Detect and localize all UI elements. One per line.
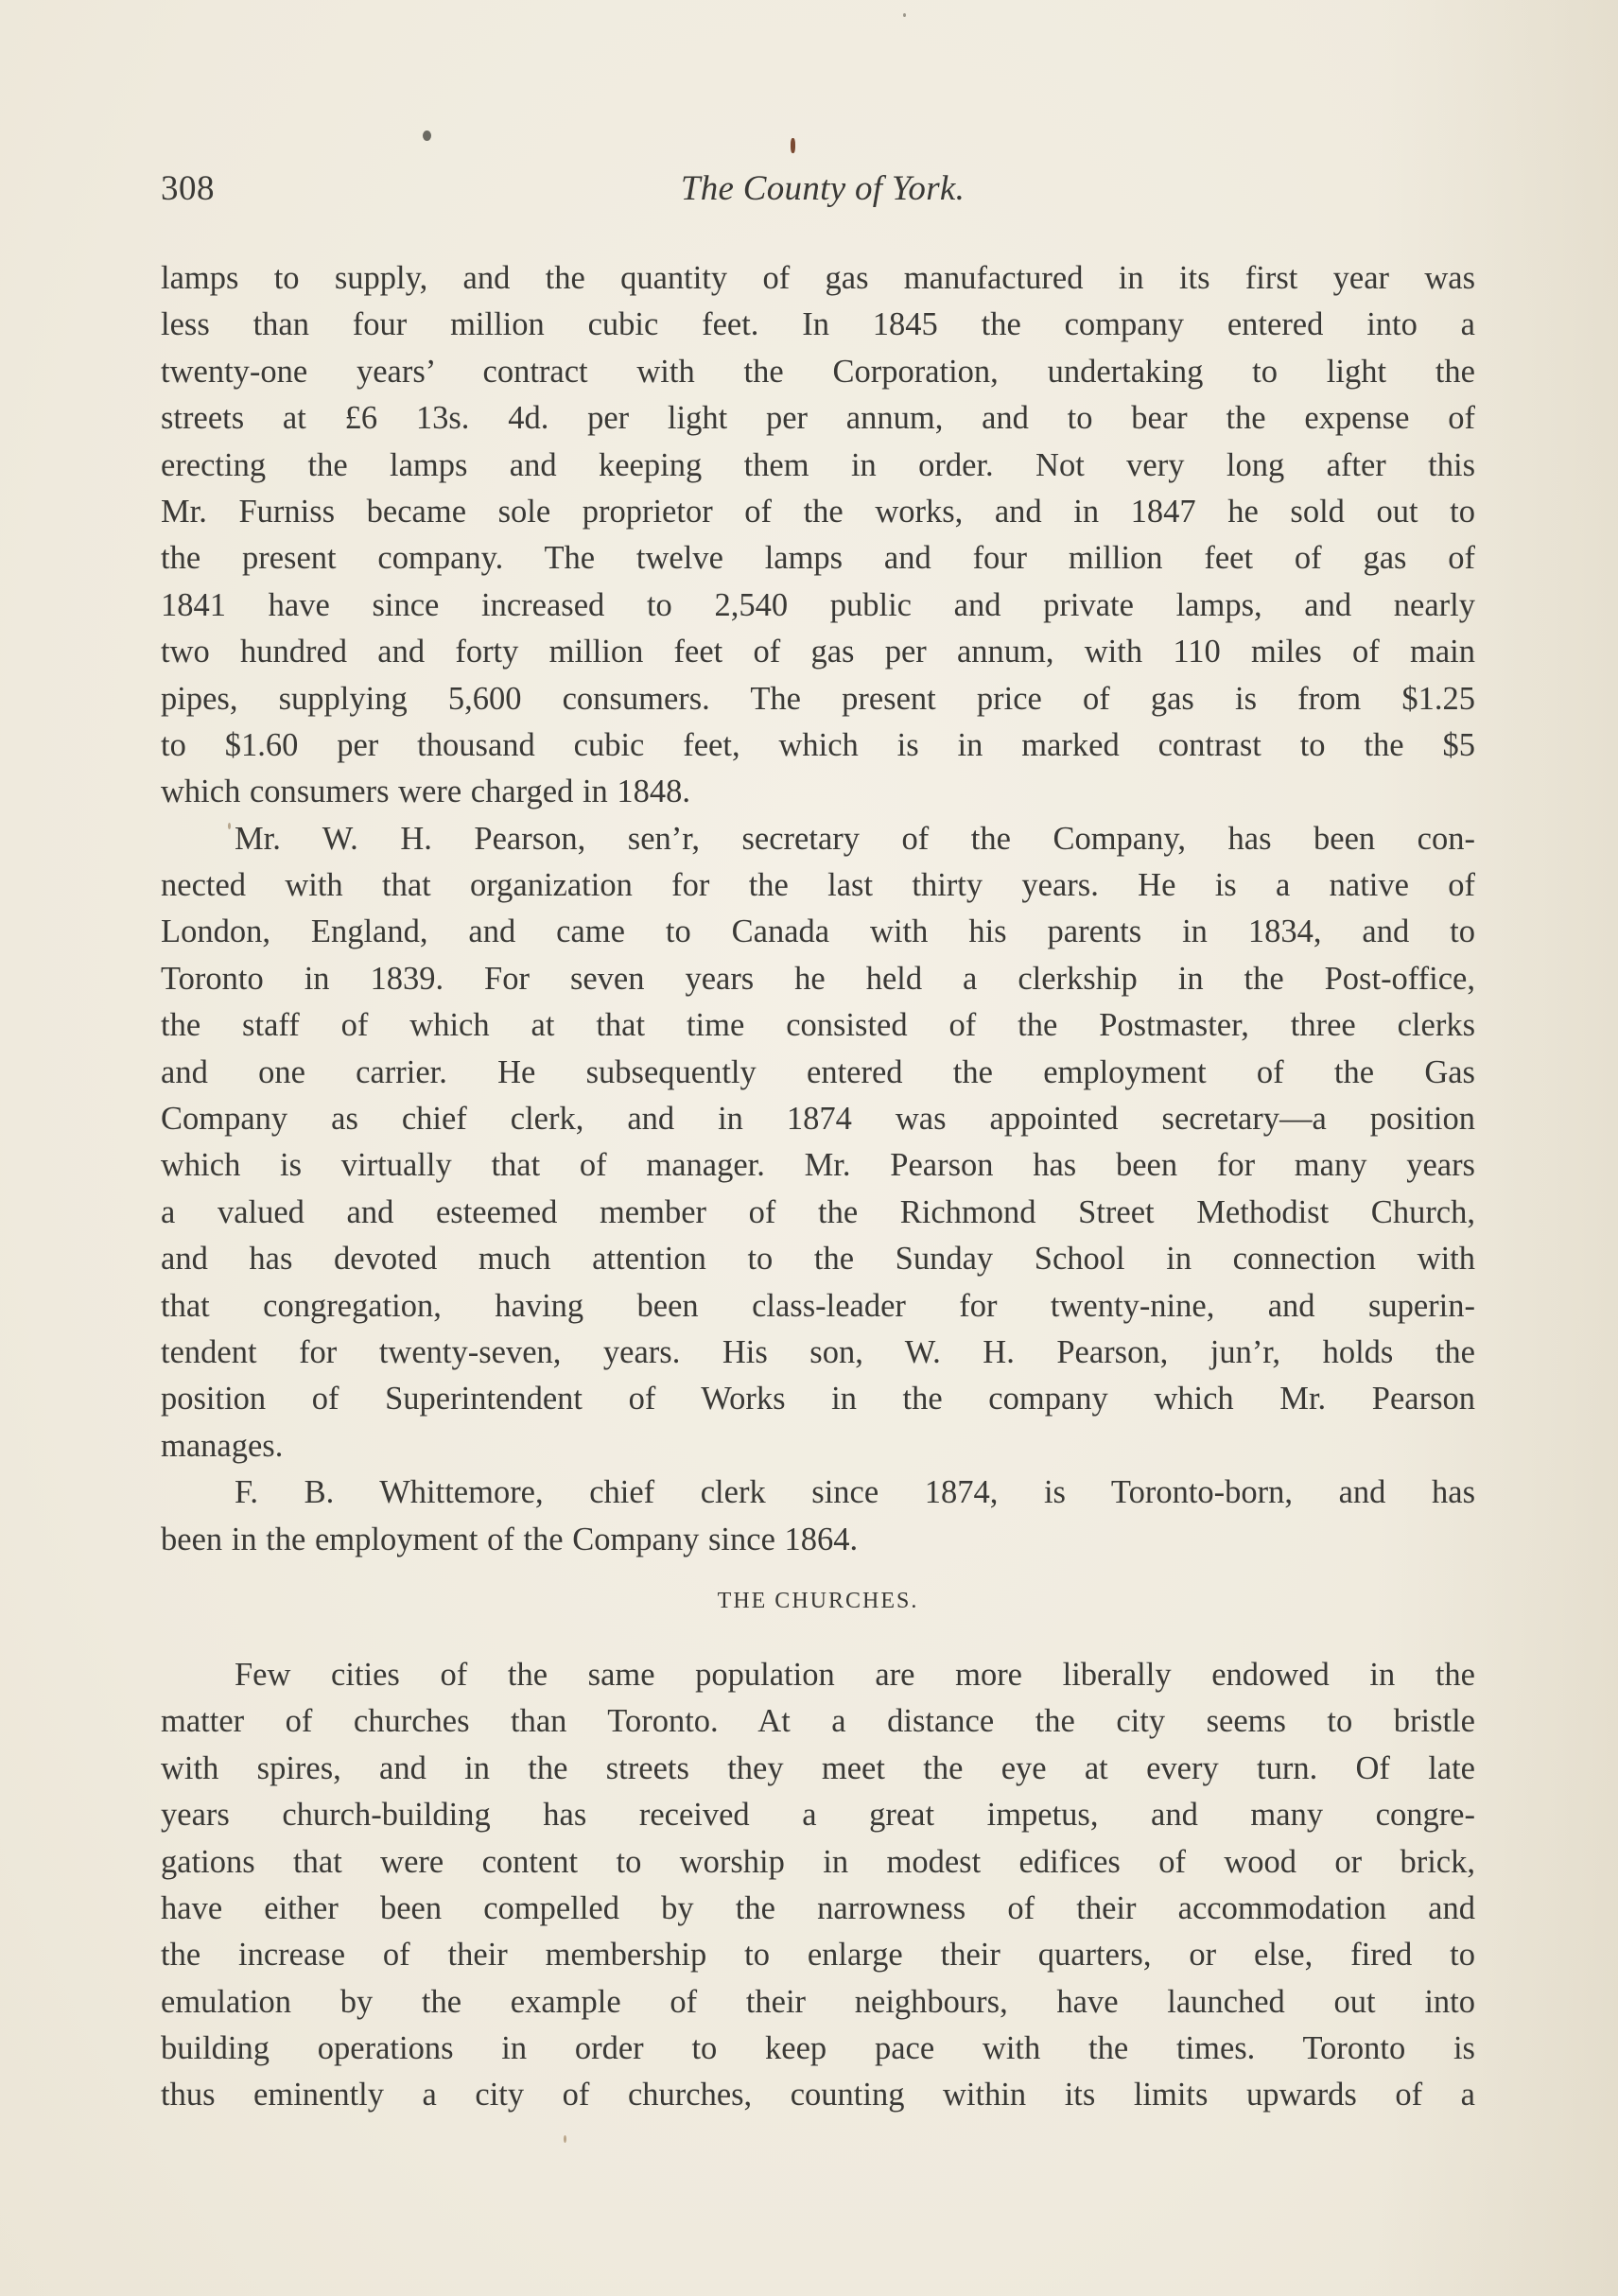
text-line: less than four million cubic feet. In 1845 the company entered into a [161, 306, 1475, 343]
section-churches [161, 1563, 1475, 2119]
text-line: London, England, and came to Canada with his parents in 1834, and to [161, 913, 1475, 950]
text-line: been in the employment of the Company since 1864. [161, 1521, 859, 1557]
text-line: erecting the lamps and keeping them in order. Not very long after this [161, 446, 1475, 483]
text-line: a valued and esteemed member of the Richmond Street Methodist Church, [161, 1193, 1475, 1230]
paragraph-churches [161, 1652, 1475, 2119]
paragraph-whittemore [161, 1470, 1475, 1563]
text-line: F. B. Whittemore, chief clerk since 1874, is Toronto-born, and has [235, 1474, 1475, 1511]
paper-speck [791, 138, 795, 153]
text-line: and one carrier. He subsequently entered the employment of the Gas [161, 1053, 1475, 1090]
paper-speck [423, 130, 431, 141]
text-line: that congregation, having been class-leader for twenty-nine, and superin- [161, 1287, 1475, 1324]
paper-speck [903, 13, 906, 17]
paper-speck [564, 2135, 566, 2143]
text-line: which is virtually that of manager. Mr. Pearson has been for many years [161, 1147, 1475, 1184]
paragraph-pearson [161, 816, 1475, 1470]
text-line: thus eminently a city of churches, counting within its limits upwards of a [161, 2077, 1475, 2113]
text-line: Toronto in 1839. For seven years he held a clerkship in the Post-office, [161, 960, 1475, 997]
text-line: 1841 have since increased to 2,540 public and private lamps, and nearly [161, 586, 1475, 623]
text-line: with spires, and in the streets they meet the eye at every turn. Of late [161, 1749, 1475, 1786]
page-number: 308 [161, 169, 215, 208]
text-line: Mr. W. H. Pearson, sen’r, secretary of the Company, has been con- [235, 820, 1475, 857]
text-line: pipes, supplying 5,600 consumers. The present price of gas is from $1.25 [161, 680, 1475, 717]
text-line: have either been compelled by the narrowness of their accommodation and [161, 1889, 1475, 1926]
text-line: gations that were content to worship in modest edifices of wood or brick, [161, 1843, 1475, 1880]
text-line: the increase of their membership to enlarge their quarters, or else, fired to [161, 1937, 1475, 1974]
body-text [161, 255, 1475, 2119]
paragraph-gas-company [161, 255, 1475, 816]
text-line: nected with that organization for the last thirty years. He is a native of [161, 867, 1475, 904]
text-line: emulation by the example of their neighbours, have launched out into [161, 1983, 1475, 2020]
text-line: lamps to supply, and the quantity of gas manufactured in its first year was [161, 260, 1475, 296]
text-line: to $1.60 per thousand cubic feet, which is in marked contrast to the $5 [161, 726, 1475, 763]
text-line: twenty-one years’ contract with the Corporation, undertaking to light the [161, 353, 1475, 390]
text-line: position of Superintendent of Works in the company which Mr. Pearson [161, 1381, 1475, 1418]
text-line: manages. [161, 1427, 284, 1464]
text-line: Company as chief clerk, and in 1874 was appointed secretary—a position [161, 1101, 1475, 1138]
text-line: Few cities of the same population are more liberally endowed in the [235, 1656, 1475, 1693]
text-line: building operations in order to keep pace with the times. Toronto is [161, 2030, 1475, 2067]
text-line: two hundred and forty million feet of gas per annum, with 110 miles of main [161, 634, 1475, 670]
running-title: The County of York. [680, 169, 966, 208]
section-heading: THE CHURCHES. [717, 1588, 919, 1613]
text-line: the present company. The twelve lamps and four million feet of gas of [161, 540, 1475, 577]
text-line: matter of churches than Toronto. At a distance the city seems to bristle [161, 1703, 1475, 1740]
text-line: and has devoted much attention to the Sunday School in connection with [161, 1241, 1475, 1278]
text-line: years church-building has received a great impetus, and many congre- [161, 1797, 1475, 1834]
text-line: tendent for twenty-seven, years. His son, W. H. Pearson, jun’r, holds the [161, 1333, 1475, 1370]
running-head [161, 168, 1475, 216]
section-spacer [161, 1631, 1475, 1652]
text-line: Mr. Furniss became sole proprietor of the works, and in 1847 he sold out to [161, 493, 1475, 530]
text-line: the staff of which at that time consisted of the Postmaster, three clerks [161, 1007, 1475, 1044]
text-line: which consumers were charged in 1848. [161, 774, 691, 810]
text-line: streets at £6 13s. 4d. per light per annum, and to bear the expense of [161, 400, 1475, 437]
